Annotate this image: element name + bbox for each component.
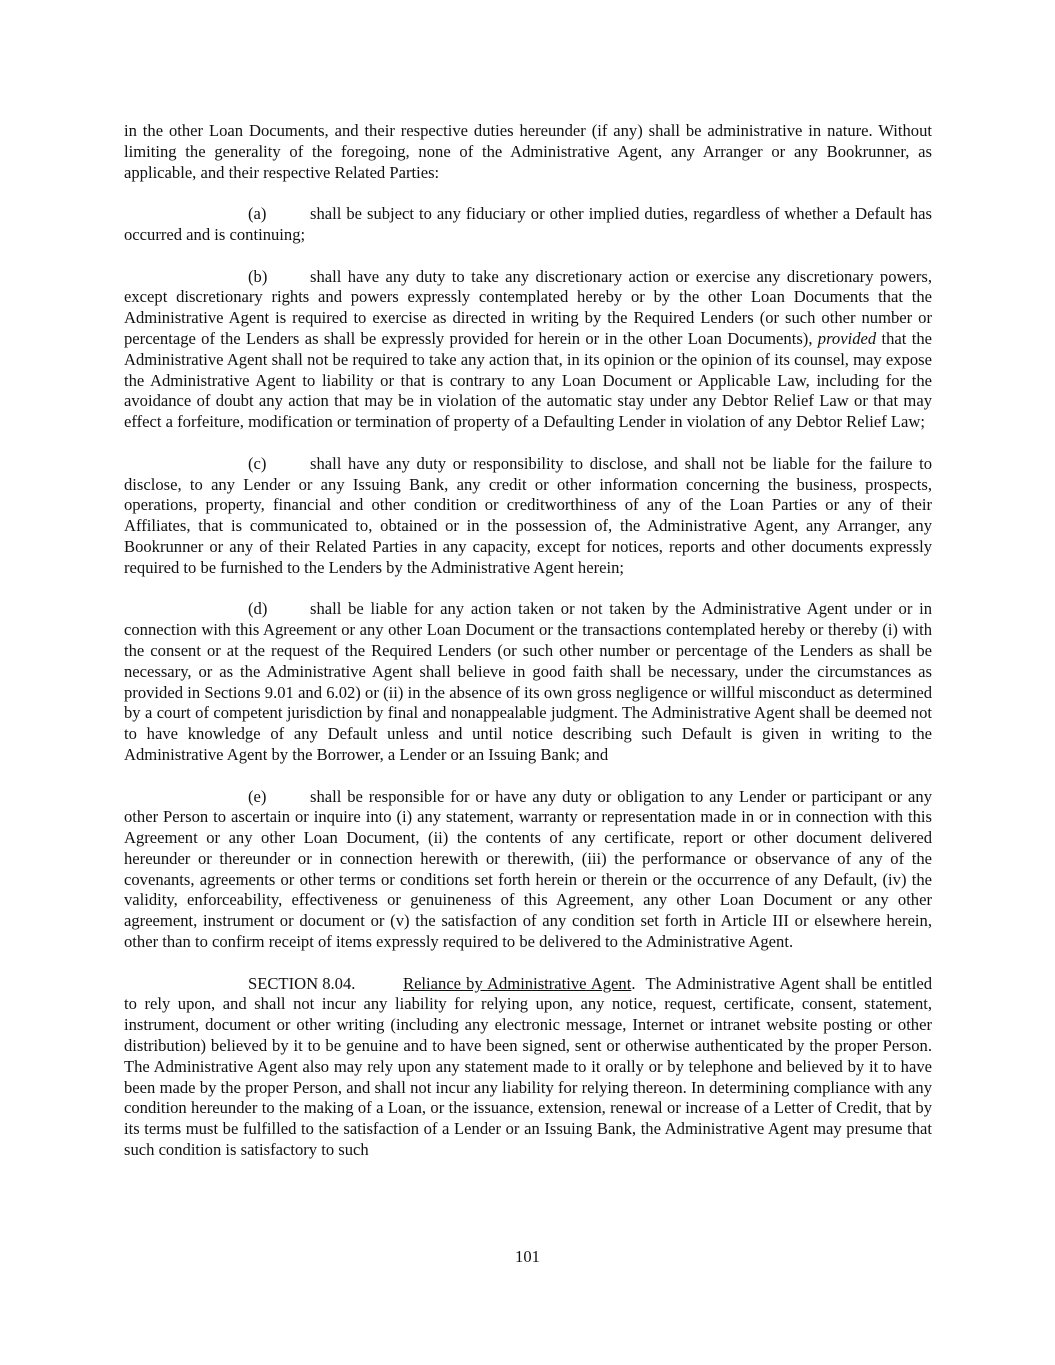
- clause-d: [124, 599, 932, 765]
- section-8-04-paragraph: [124, 974, 932, 1161]
- intro-paragraph: in the other Loan Documents, and their respective duties hereunder (if any) shall be administrative in nature. Without limiting the generality of the foregoing, none of the Administrative Agent, any Arranger or any Bookrunner, as applicable, and their respective Related Parties:: [124, 121, 932, 182]
- clause-b-marker: (b): [248, 266, 268, 286]
- clause-d-text: shall be liable for any action taken or not taken by the Administrative Agent under or in connection with this Agreement or any other Loan Document or the transactions contemplated hereby or thereby (i) with the consent or at the request of the Required Lenders (or such other number or percentage of the Lenders as shall be necessary, or as the Administrative Agent shall believe in good faith shall be necessary, under the circumstances as provided in Sections 9.01 and 6.02) or (ii) in the absence of its own gross negligence or willful misconduct as determined by a court of competent jurisdiction by final and nonappealable judgment. The Administrative Agent shall be deemed not to have knowledge of any Default unless and until notice describing such Default is given in writing to the Administrative Agent by the Borrower, a Lender or an Issuing Bank; and: [124, 599, 932, 764]
- clause-b-emphasis: provided: [817, 328, 877, 348]
- clause-c-text: shall have any duty or responsibility to disclose, and shall not be liable for the failure to disclose, to any Lender or any Issuing Bank, any credit or other information concerning the business, prospects, operations, property, financial and other condition or creditworthiness of any of the Loan Parties or any of their Affiliates, that is communicated to, obtained or in the possession of, the Administrative Agent, any Arranger, any Bookrunner or any of their Related Parties in any capacity, except for notices, reports and other documents expressly required to be furnished to the Lenders by the Administrative Agent herein;: [124, 453, 932, 577]
- clause-b-text-before: shall have any duty to take any discretionary action or exercise any discretionary powers, except discretionary rights and powers expressly contemplated hereby or by the other Loan Documents that the Administrative Agent is required to exercise as directed in writing by the Required Lenders (or such other number or percentage of the Lenders as shall be expressly provided for herein or in the other Loan Documents),: [124, 266, 932, 348]
- clause-a-text: shall be subject to any fiduciary or other implied duties, regardless of whether a Default has occurred and is continuing;: [124, 204, 932, 244]
- clause-a-marker: (a): [248, 204, 267, 224]
- section-heading-period: .: [631, 973, 636, 993]
- clause-d-marker: (d): [248, 599, 268, 619]
- clause-e-marker: (e): [248, 786, 267, 806]
- clause-e-text: shall be responsible for or have any duty or obligation to any Lender or participant or any other Person to ascertain or inquire into (i) any statement, warranty or representation made in or in connection with this Agreement or any other Loan Document, (ii) the contents of any certificate, report or other document delivered hereunder or thereunder or in connection herewith or therewith, (iii) the performance or observance of any of the covenants, agreements or other terms or conditions set forth herein or therein or the occurrence of any Default, (iv) the validity, enforceability, effectiveness or genuineness of this Agreement, any other Loan Document or any other agreement, instrument or document or (v) the satisfaction of any condition set forth in Article III or elsewhere herein, other than to confirm receipt of items expressly required to be delivered to the Administrative Agent.: [124, 786, 932, 952]
- section-text: The Administrative Agent shall be entitled to rely upon, and shall not incur any liability for relying upon, any notice, request, certificate, consent, statement, instrument, document or other writing (including any electronic message, Internet or intranet website posting or other distribution) believed by it to be genuine and to have been signed, sent or otherwise authenticated by the proper Person. The Administrative Agent also may rely upon any statement made to it orally or by telephone and believed by it to have been made by the proper Person, and shall not incur any liability for relying thereon. In determining compliance with any condition hereunder to the making of a Loan, or the issuance, extension, renewal or increase of a Letter of Credit, that by its terms must be fulfilled to the satisfaction of a Lender or an Issuing Bank, the Administrative Agent may presume that such condition is satisfactory to such: [124, 973, 932, 1160]
- clause-b: [124, 267, 932, 433]
- clause-b-text-after: that the Administrative Agent shall not be required to take any action that, in its opinion or the opinion of its counsel, may expose the Administrative Agent to liability or that is contrary to any Loan Document or Applicable Law, including for the avoidance of doubt any action that may be in violation of the automatic stay under any Debtor Relief Law or that may effect a forfeiture, modification or termination of property of a Defaulting Lender in violation of any Debtor Relief Law;: [124, 328, 932, 432]
- section-number: SECTION 8.04.: [248, 973, 356, 993]
- section-heading: Reliance by Administrative Agent: [403, 973, 632, 993]
- document-page: [124, 121, 932, 1182]
- page-number: 101: [515, 1247, 540, 1266]
- clause-a: [124, 204, 932, 246]
- clause-e: [124, 787, 932, 953]
- clause-c: [124, 454, 932, 579]
- clause-c-marker: (c): [248, 453, 267, 473]
